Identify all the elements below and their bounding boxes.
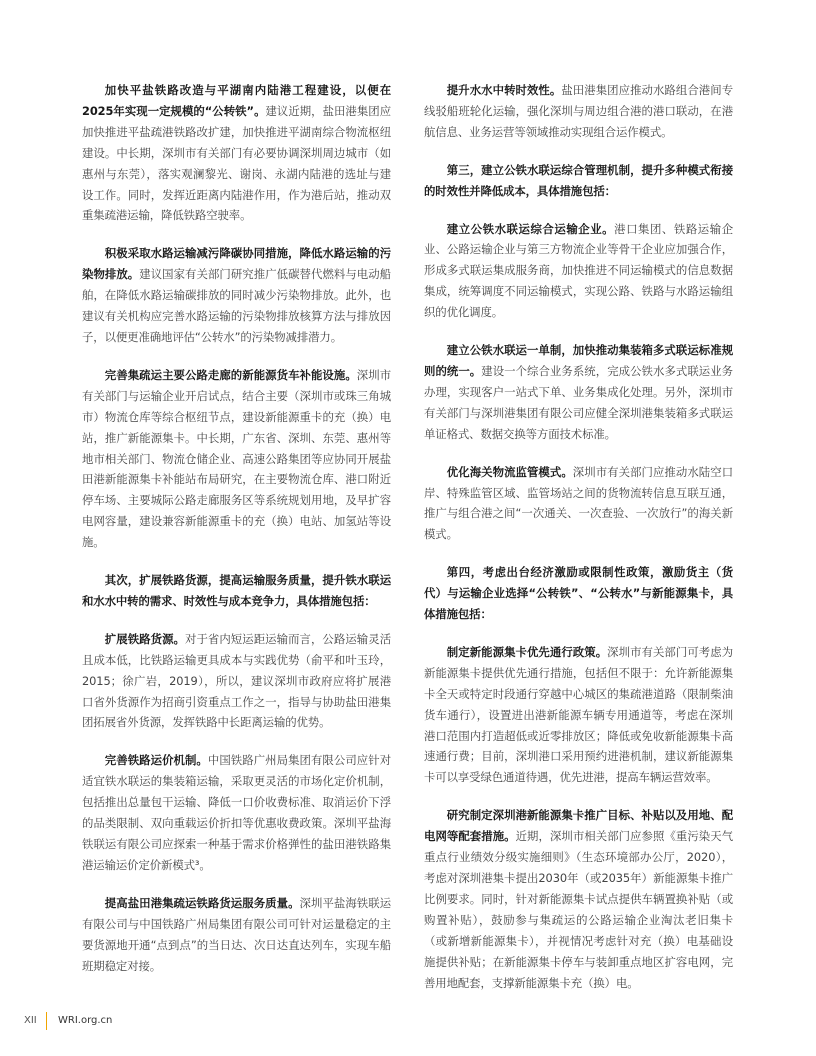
paragraph	[82, 243, 391, 348]
paragraph-body: 深圳市有关部门可考虑为新能源集卡提供优先通行措施，包括但不限于：允许新能源集卡全天或特定时段通行穿越中心城区的集疏港道路（限制柴油货车通行），设置进出港新能源车辆专用通道等，考虑在深圳港口范围内打造超低或近零排放区；降低或免收新能源集卡高速通行费；目前，深圳港口采用预约进港机制，建议新能源集卡可以享受绿色通道待遇，优先进港，提高车辆运营效率。	[424, 644, 733, 785]
paragraph	[424, 642, 733, 788]
paragraph-body: 建议近期，盐田港集团应加快推进平盐疏港铁路改扩建，加快推进平湖南综合物流枢纽建设。中长期，深圳市有关部门有必要协调深圳周边城市（如惠州与东莞），落实观澜黎光、谢岗、永湖内陆港的选址与建设工作。同时，发挥近距离内陆港作用，作为港后站，推动双重集疏港运输，降低铁路空驶率。	[82, 103, 391, 223]
paragraph-body: 深圳市有关部门与运输企业开启试点，结合主要（深圳市或珠三角城市）物流仓库等综合枢纽节点，建设新能源重卡的充（换）电站，推广新能源集卡。中长期，广东省、深圳、东莞、惠州等地市相关部门、物流仓储企业、高速公路集团等应协同开展盐田港新能源集卡补能站布局研究，在主要物流仓库、港口附近停车场、主要城际公路走廊服务区等系统规划用地，及早扩容电网容量，建设兼容新能源重卡的充（换）电站、加氢站等设施。	[82, 367, 391, 550]
paragraph	[424, 462, 733, 546]
right-column	[424, 80, 733, 1010]
paragraph	[424, 80, 733, 143]
paragraph-body: 深圳平盐海铁联运有限公司与中国铁路广州局集团有限公司可针对运量稳定的主要货源地开通“点到点”的当日达、次日达直达列车，实现车船班期稳定对接。	[82, 895, 392, 973]
paragraph	[424, 219, 733, 324]
paragraph	[82, 629, 391, 734]
section-heading: 第四，考虑出台经济激励或限制性政策，激励货主（货代）与运输企业选择“公转铁”、“公转水”与新能源集卡，具体措施包括：	[424, 565, 733, 622]
paragraph-body: 建议国家有关部门研究推广低碳替代燃料与电动船舶，在降低水路运输碳排放的同时减少污染物排放。此外，也建议有关机构应完善水路运输的污染物排放核算方法与排放因子，以便更准确地评估“公转水”的污染物减排潜力。	[82, 267, 391, 344]
paragraph-lead: 优化海关物流监管模式。	[446, 464, 573, 479]
paragraph-lead: 完善集疏运主要公路走廊的新能源货车补能设施。	[104, 367, 357, 382]
paragraph-body: 盐田港集团应推动水路组合港间专线驳船班轮化运输，强化深圳与周边组合港的港口联动，在港航信息、业务运营等领域推动实现组合运作模式。	[424, 83, 733, 139]
paragraph-lead: 建立公铁水联运一单制，加快推动集装箱多式联运标准规则的统一。	[424, 343, 733, 378]
paragraph-body: 港口集团、铁路运输企业、公路运输企业与第三方物流企业等骨干企业应加强合作，形成多式联运集成服务商，加快推进不同运输模式的信息数据集成，统筹调度不同运输模式，实现公路、铁路与水路运输组织的优化调度。	[424, 221, 733, 320]
paragraph	[82, 80, 391, 226]
paragraph-lead: 研究制定深圳港新能源集卡推广目标、补贴以及用地、配电网等配套措施。	[424, 808, 733, 844]
site-url: WRI.org.cn	[58, 1015, 113, 1026]
paragraph	[82, 750, 391, 875]
paragraph-lead: 完善铁路运价机制。	[104, 753, 208, 768]
paragraph-lead: 提升水水中转时效性。	[446, 83, 562, 97]
footer-divider	[46, 1012, 47, 1030]
paragraph-lead: 加快平盐铁路改造与平湖南内陆港工程建设，以便在2025年实现一定规模的“公转铁”。	[82, 83, 391, 118]
paragraph	[424, 805, 733, 993]
paragraph-lead: 制定新能源集卡优先通行政策。	[446, 644, 608, 659]
section-heading: 其次，扩展铁路货源，提高运输服务质量，提升铁水联运和水水中转的需求、时效性与成本竞争力，具体措施包括：	[82, 573, 391, 608]
left-column	[82, 80, 391, 993]
paragraph-lead: 提高盐田港集疏运铁路货运服务质量。	[104, 895, 300, 910]
paragraph-body: 建设一个综合业务系统，完成公铁水多式联运业务办理，实现客户一站式下单、业务集成化处理。另外，深圳市有关部门与深圳港集团有限公司应健全深圳港集装箱多式联运单证格式、数据交换等方面技术标准。	[424, 363, 733, 441]
paragraph	[82, 893, 391, 977]
paragraph-body: 深圳市有关部门应推动水陆空口岸、特殊监管区域、监管场站之间的货物流转信息互联互通，推广与组合港之间“一次通关、一次查验、一次放行”的海关新模式。	[424, 464, 733, 542]
paragraph-body: 中国铁路广州局集团有限公司应针对适宜铁水联运的集装箱运输，采取更灵活的市场化定价机制，包括推出总量包干运输、降低一口价收费标准、取消运价下浮的品类限制、双向重载运价折扣等优惠收费政策。深圳平盐海铁联运有限公司应探索一种基于需求价格弹性的盐田港铁路集港运输运价定价新模式³。	[82, 753, 391, 872]
paragraph-lead: 建立公铁水联运综合运输企业。	[446, 221, 615, 236]
paragraph-body: 近期，深圳市相关部门应参照《重污染天气重点行业绩效分级实施细则》（生态环境部办公厅，2020），考虑对深圳港集卡提出2030年（或2035年）新能源集卡推广比例要求。同时，针对新能源集卡试点提供车辆置换补贴（或购置补贴），鼓励参与集疏运的公路运输企业淘汰老旧集卡（或新增新能源集卡），并视情况考虑针对充（换）电基础设施提供补贴；在新能源集卡停车与装卸重点地区扩容电网，完善用地配套，支撑新能源集卡充（换）电。	[424, 829, 733, 990]
paragraph-lead: 积极采取水路运输减污降碳协同措施，降低水路运输的污染物排放。	[82, 246, 391, 282]
paragraph-body: 对于省内短运距运输而言，公路运输灵活且成本低，比铁路运输更具成本与实践优势（俞平和叶玉玲，2015；徐广岩，2019），所以，建议深圳市政府应将扩展港口省外货源作为招商引资重点工作之一，指导与协助盐田港集团拓展省外货源，发挥铁路中长距离运输的优势。	[82, 631, 391, 730]
paragraph	[82, 365, 391, 553]
paragraph	[424, 340, 733, 445]
section-heading: 第三，建立公铁水联运综合管理机制，提升多种模式衔接的时效性并降低成本，具体措施包括：	[424, 162, 733, 198]
paragraph-lead: 扩展铁路货源。	[104, 631, 185, 646]
page-number: XII	[24, 1015, 37, 1026]
